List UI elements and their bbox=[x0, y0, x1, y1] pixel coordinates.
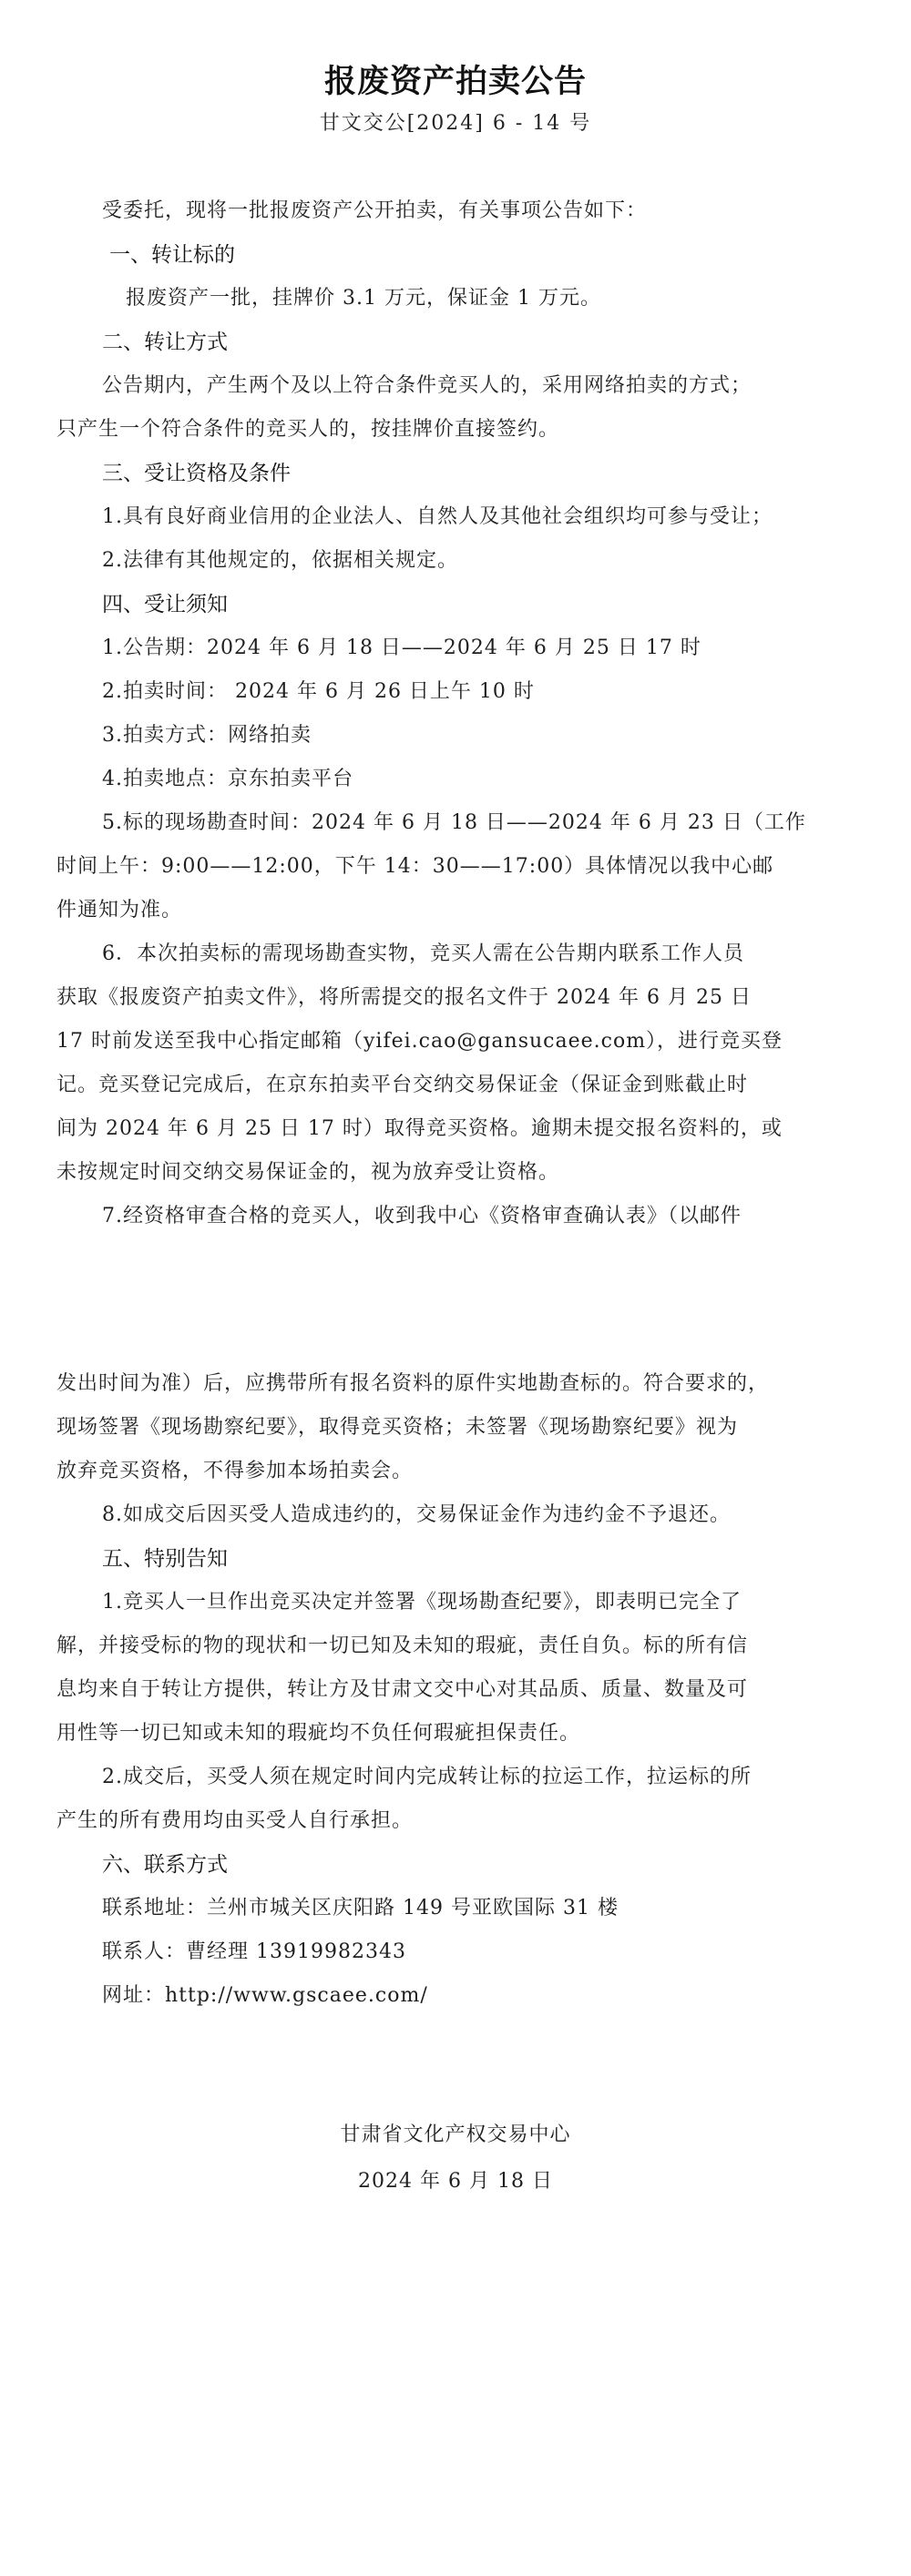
notice-item-1: 1.公告期：2024 年 6 月 18 日——2024 年 6 月 25 日 17 时 bbox=[102, 636, 701, 659]
notice-item-7-line-1: 7.经资格审查合格的竞买人，收到我中心《资格审查确认表》（以邮件 bbox=[102, 1205, 742, 1227]
notice-item-7-line-2: 发出时间为准）后，应携带所有报名资料的原件实地勘查标的。符合要求的， bbox=[56, 1372, 770, 1395]
section-heading-qualification: 三、受让资格及条件 bbox=[102, 462, 291, 485]
contact-person: 联系人：曹经理 13919982343 bbox=[102, 1940, 406, 1963]
section-heading-transfer-object: 一、转让标的 bbox=[109, 243, 235, 267]
qualification-item-1: 1.具有良好商业信用的企业法人、自然人及其他社会组织均可参与受让； bbox=[102, 505, 773, 528]
notice-item-5-line-2: 时间上午：9:00——12:00，下午 14：30——17:00）具体情况以我中心邮 bbox=[56, 855, 774, 878]
notice-item-3: 3.拍卖方式：网络拍卖 bbox=[102, 724, 312, 747]
notice-item-6-line-4: 记。竞买登记完成后，在京东拍卖平台交纳交易保证金（保证金到账截止时 bbox=[56, 1074, 749, 1096]
section-heading-transfer-method: 二、转让方式 bbox=[102, 331, 228, 354]
contact-website[interactable]: 网址：http://www.gscaee.com/ bbox=[102, 1984, 428, 2007]
section-heading-notice: 四、受让须知 bbox=[102, 593, 228, 616]
special-notice-item-2-line-2: 产生的所有费用均由买受人自行承担。 bbox=[56, 1809, 414, 1832]
document-number: 甘文交公[2024] 6 - 14 号 bbox=[319, 112, 592, 135]
page-title: 报废资产拍卖公告 bbox=[323, 64, 587, 100]
notice-item-6-line-6: 未按规定时间交纳交易保证金的，视为放弃受让资格。 bbox=[56, 1161, 560, 1184]
transfer-method-line-2: 只产生一个符合条件的竞买人的，按挂牌价直接签约。 bbox=[56, 418, 560, 441]
notice-item-6-line-2: 获取《报废资产拍卖文件》，将所需提交的报名文件于 2024 年 6 月 25 日 bbox=[56, 986, 752, 1009]
notice-item-4: 4.拍卖地点：京东拍卖平台 bbox=[102, 768, 353, 790]
signature-date: 2024 年 6 月 18 日 bbox=[358, 2170, 553, 2193]
notice-item-6-line-3: 17 时前发送至我中心指定邮箱（yifei.cao@gansucaee.com），进行竞买登 bbox=[56, 1030, 783, 1053]
qualification-item-2: 2.法律有其他规定的，依据相关规定。 bbox=[102, 549, 458, 572]
section-heading-contact: 六、联系方式 bbox=[102, 1853, 228, 1877]
section-heading-special-notice: 五、特别告知 bbox=[102, 1547, 228, 1571]
notice-item-7-line-4: 放弃竞买资格，不得参加本场拍卖会。 bbox=[56, 1460, 414, 1482]
special-notice-item-1-line-2: 解，并接受标的物的现状和一切已知及未知的瑕疵，责任自负。标的所有信 bbox=[56, 1634, 749, 1657]
notice-item-7-line-3: 现场签署《现场勘察纪要》，取得竞买资格；未签署《现场勘察纪要》视为 bbox=[56, 1416, 739, 1439]
notice-item-2: 2.拍卖时间： 2024 年 6 月 26 日上午 10 时 bbox=[102, 680, 535, 703]
special-notice-item-1-line-1: 1.竞买人一旦作出竞买决定并签署《现场勘查纪要》，即表明已完全了 bbox=[102, 1591, 742, 1614]
special-notice-item-1-line-3: 息均来自于转让方提供，转让方及甘肃文交中心对其品质、质量、数量及可 bbox=[56, 1678, 749, 1701]
transfer-object-text: 报废资产一批，挂牌价 3.1 万元，保证金 1 万元。 bbox=[126, 287, 601, 310]
notice-item-5-line-1: 5.标的现场勘查时间：2024 年 6 月 18 日——2024 年 6 月 23 日（工作 bbox=[102, 811, 806, 834]
notice-item-5-line-3: 件通知为准。 bbox=[56, 899, 183, 921]
transfer-method-line-1: 公告期内，产生两个及以上符合条件竞买人的，采用网络拍卖的方式； bbox=[102, 374, 752, 397]
signature-organization: 甘肃省文化产权交易中心 bbox=[340, 2123, 571, 2146]
notice-item-8: 8.如成交后因买受人造成违约的，交易保证金作为违约金不予退还。 bbox=[102, 1503, 731, 1526]
special-notice-item-1-line-4: 用性等一切已知或未知的瑕疵均不负任何瑕疵担保责任。 bbox=[56, 1722, 581, 1745]
intro-paragraph: 受委托，现将一批报废资产公开拍卖，有关事项公告如下： bbox=[102, 199, 648, 222]
notice-item-6-line-1: 6．本次拍卖标的需现场勘查实物，竞买人需在公告期内联系工作人员 bbox=[102, 942, 744, 965]
notice-item-6-line-5: 间为 2024 年 6 月 25 日 17 时）取得竞买资格。逾期未提交报名资料的，或 bbox=[56, 1117, 783, 1140]
special-notice-item-2-line-1: 2.成交后，买受人须在规定时间内完成转让标的拉运工作，拉运标的所 bbox=[102, 1766, 752, 1788]
contact-address: 联系地址：兰州市城关区庆阳路 149 号亚欧国际 31 楼 bbox=[102, 1897, 619, 1919]
